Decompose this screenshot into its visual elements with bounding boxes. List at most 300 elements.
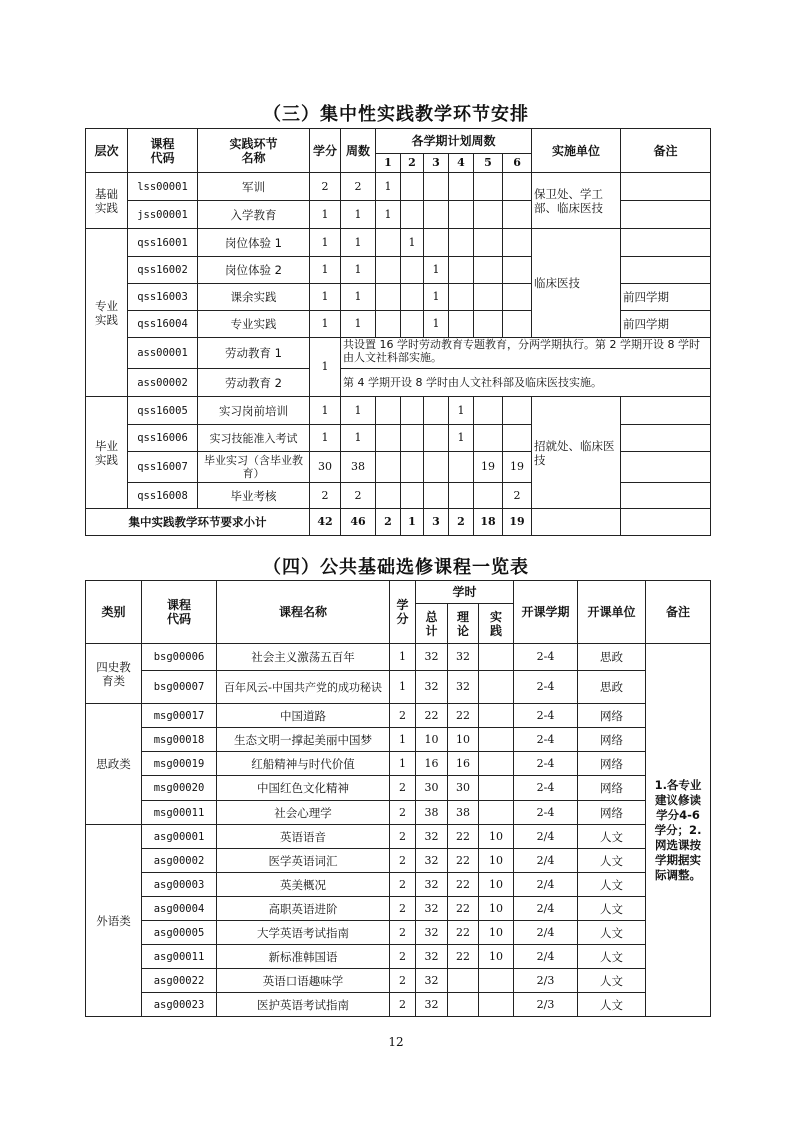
section-title-practice: （三）集中性实践教学环节安排 [263, 104, 529, 125]
header-category: 类别 [86, 581, 142, 644]
cell-total: 32 [416, 849, 448, 873]
cell-s5 [474, 483, 503, 509]
total-s4: 2 [449, 509, 474, 536]
cell-s5 [474, 397, 503, 425]
cell-credit: 2 [310, 483, 341, 509]
cell-credit: 2 [390, 897, 416, 921]
cell-credit: 2 [390, 704, 416, 728]
header-credit-text: 学分 [396, 598, 409, 626]
cell-credit: 2 [390, 921, 416, 945]
cell-credit: 1 [390, 671, 416, 704]
table-row [86, 801, 711, 825]
cell-semester: 2/4 [514, 849, 578, 873]
header-hours: 学时 [416, 581, 514, 604]
cell-unit: 人文 [578, 945, 646, 969]
cell-credit: 2 [390, 849, 416, 873]
cell-practice [479, 752, 514, 776]
cell-s5: 19 [474, 452, 503, 483]
total-weeks: 46 [341, 509, 376, 536]
total-label: 集中实践教学环节要求小计 [86, 509, 310, 536]
cell-s3: 1 [424, 257, 449, 284]
cell-s2 [401, 311, 424, 338]
table-row [86, 397, 711, 425]
cell-code: qss16007 [128, 452, 198, 483]
cell-weeks: 38 [341, 452, 376, 483]
category-history-text: 四史教育类 [96, 659, 131, 688]
table-row [86, 173, 711, 201]
header-note: 备注 [646, 581, 711, 644]
cell-code: ass00001 [128, 338, 198, 369]
category-language [86, 825, 142, 1017]
header-level: 层次 [86, 129, 128, 173]
cell-s6 [503, 229, 532, 257]
header-code [142, 581, 217, 644]
cell-practice: 10 [479, 873, 514, 897]
cell-code: qss16005 [128, 397, 198, 425]
cell-description: 共设置 16 学时劳动教育专题教育，分两学期执行。第 2 学期开设 8 学时由人文社科部实施。 [341, 338, 711, 369]
cell-semester: 2/3 [514, 969, 578, 993]
cell-code: bsg00007 [142, 671, 217, 704]
cell-credit: 2 [390, 993, 416, 1017]
cell-name: 入学教育 [198, 201, 310, 229]
cell-s2 [401, 284, 424, 311]
cell-weeks: 1 [341, 229, 376, 257]
cell-credit: 2 [390, 969, 416, 993]
header-unit: 开课单位 [578, 581, 646, 644]
cell-s5 [474, 284, 503, 311]
cell-theory: 22 [448, 897, 479, 921]
table-row [86, 969, 711, 993]
cell-credit: 2 [390, 801, 416, 825]
cell-unit: 人文 [578, 969, 646, 993]
table-row [86, 825, 711, 849]
table-row [86, 644, 711, 671]
header-name: 课程名称 [217, 581, 390, 644]
cell-semester: 2/4 [514, 897, 578, 921]
cell-note [621, 452, 711, 483]
cell-name: 医护英语考试指南 [217, 993, 390, 1017]
cell-unit: 思政 [578, 644, 646, 671]
cell-name: 英语口语趣味学 [217, 969, 390, 993]
cell-theory: 38 [448, 801, 479, 825]
cell-s1 [376, 483, 401, 509]
unit-graduation: 招就处、临床医技 [532, 397, 621, 509]
cell-code: jss00001 [128, 201, 198, 229]
total-s6: 19 [503, 509, 532, 536]
cell-semester: 2/3 [514, 993, 578, 1017]
unit-basic: 保卫处、学工部、临床医技 [532, 173, 621, 229]
cell-semester: 2/4 [514, 921, 578, 945]
total-row [86, 509, 711, 536]
cell-theory: 30 [448, 776, 479, 801]
cell-name: 生态文明一撑起美丽中国梦 [217, 728, 390, 752]
cell-s1 [376, 311, 401, 338]
section-title-electives: （四）公共基础选修课程一览表 [263, 557, 529, 578]
cell-code: qss16006 [128, 425, 198, 452]
cell-total: 32 [416, 644, 448, 671]
cell-s2 [401, 452, 424, 483]
category-language-text: 外语类 [96, 913, 131, 928]
cell-theory: 22 [448, 921, 479, 945]
cell-s2 [401, 397, 424, 425]
header-semester: 开课学期 [514, 581, 578, 644]
cell-practice [479, 776, 514, 801]
cell-unit: 网络 [578, 704, 646, 728]
cell-s2: 1 [401, 229, 424, 257]
cell-note [621, 257, 711, 284]
header-theory-text: 理论 [456, 609, 469, 638]
cell-theory: 32 [448, 644, 479, 671]
header-practice-text: 实践 [489, 609, 502, 638]
cell-code: qss16002 [128, 257, 198, 284]
cell-name: 岗位体验 1 [198, 229, 310, 257]
header-credit [390, 581, 416, 644]
cell-unit: 网络 [578, 752, 646, 776]
table-header-row [86, 581, 711, 604]
cell-code: asg00005 [142, 921, 217, 945]
category-history [86, 644, 142, 704]
cell-s4 [449, 483, 474, 509]
total-unit-empty [532, 509, 621, 536]
cell-s3: 1 [424, 311, 449, 338]
cell-credit: 1 [310, 201, 341, 229]
cell-theory: 10 [448, 728, 479, 752]
cell-credit: 2 [390, 873, 416, 897]
cell-name: 劳动教育 2 [198, 369, 310, 397]
cell-credit: 1 [390, 752, 416, 776]
cell-semester: 2-4 [514, 776, 578, 801]
cell-practice [479, 671, 514, 704]
cell-name: 新标准韩国语 [217, 945, 390, 969]
cell-name: 百年风云-中国共产党的成功秘诀 [217, 671, 390, 704]
cell-note [621, 397, 711, 425]
cell-total: 38 [416, 801, 448, 825]
cell-name: 高职英语进阶 [217, 897, 390, 921]
cell-unit: 网络 [578, 801, 646, 825]
cell-total: 32 [416, 921, 448, 945]
cell-name: 大学英语考试指南 [217, 921, 390, 945]
cell-weeks: 1 [341, 257, 376, 284]
cell-weeks: 1 [341, 284, 376, 311]
cell-s3 [424, 397, 449, 425]
cell-practice [479, 969, 514, 993]
cell-code: asg00003 [142, 873, 217, 897]
cell-s1 [376, 452, 401, 483]
cell-s1 [376, 284, 401, 311]
cell-s6: 19 [503, 452, 532, 483]
table-row [86, 704, 711, 728]
cell-code: msg00018 [142, 728, 217, 752]
cell-name: 专业实践 [198, 311, 310, 338]
cell-theory [448, 993, 479, 1017]
cell-practice: 10 [479, 921, 514, 945]
cell-s3 [424, 229, 449, 257]
cell-code: msg00019 [142, 752, 217, 776]
cell-total: 22 [416, 704, 448, 728]
table-row [86, 728, 711, 752]
total-s2: 1 [401, 509, 424, 536]
cell-code: qss16008 [128, 483, 198, 509]
cell-note [621, 425, 711, 452]
header-theory [448, 604, 479, 644]
cell-weeks: 1 [341, 311, 376, 338]
cell-s4 [449, 257, 474, 284]
cell-credit: 1 [310, 229, 341, 257]
header-semester-5: 5 [474, 154, 503, 173]
group-major [86, 229, 128, 397]
cell-note [621, 229, 711, 257]
cell-name: 红船精神与时代价值 [217, 752, 390, 776]
header-practice [479, 604, 514, 644]
cell-name: 医学英语词汇 [217, 849, 390, 873]
header-note: 备注 [621, 129, 711, 173]
cell-unit: 人文 [578, 921, 646, 945]
group-graduation-text: 毕业实践 [95, 438, 118, 467]
cell-s5 [474, 173, 503, 201]
cell-s4 [449, 311, 474, 338]
cell-s5 [474, 201, 503, 229]
cell-s1: 1 [376, 201, 401, 229]
table-row [86, 897, 711, 921]
cell-s6 [503, 201, 532, 229]
cell-s4: 1 [449, 425, 474, 452]
cell-credit: 1 [310, 284, 341, 311]
cell-note [621, 483, 711, 509]
cell-total: 10 [416, 728, 448, 752]
cell-s3 [424, 201, 449, 229]
cell-credit: 1 [310, 257, 341, 284]
table-row [86, 873, 711, 897]
cell-theory: 16 [448, 752, 479, 776]
cell-unit: 网络 [578, 776, 646, 801]
cell-s6 [503, 311, 532, 338]
table-row [86, 921, 711, 945]
cell-note [621, 173, 711, 201]
cell-theory: 22 [448, 849, 479, 873]
cell-total: 32 [416, 969, 448, 993]
cell-s3 [424, 173, 449, 201]
cell-code: msg00020 [142, 776, 217, 801]
cell-s1 [376, 425, 401, 452]
cell-weeks: 1 [341, 397, 376, 425]
cell-theory: 22 [448, 873, 479, 897]
group-major-text: 专业实践 [95, 298, 118, 327]
cell-credit: 1 [310, 397, 341, 425]
cell-practice: 10 [479, 825, 514, 849]
cell-s6: 2 [503, 483, 532, 509]
cell-note: 前四学期 [621, 311, 711, 338]
header-semester-4: 4 [449, 154, 474, 173]
table-row [86, 671, 711, 704]
practice-schedule-table [85, 128, 711, 536]
cell-code: asg00023 [142, 993, 217, 1017]
cell-code: msg00011 [142, 801, 217, 825]
cell-practice [479, 644, 514, 671]
cell-s4: 1 [449, 397, 474, 425]
cell-name: 劳动教育 1 [198, 338, 310, 369]
cell-name: 英语语音 [217, 825, 390, 849]
cell-unit: 人文 [578, 849, 646, 873]
cell-s6 [503, 284, 532, 311]
cell-practice [479, 704, 514, 728]
group-basic [86, 173, 128, 229]
cell-s1: 1 [376, 173, 401, 201]
cell-s4 [449, 173, 474, 201]
cell-s3 [424, 483, 449, 509]
header-name-text: 实践环节名称 [229, 136, 278, 165]
cell-s3 [424, 425, 449, 452]
cell-credit: 2 [310, 173, 341, 201]
cell-code: qss16001 [128, 229, 198, 257]
header-semester-1: 1 [376, 154, 401, 173]
cell-s2 [401, 483, 424, 509]
category-politics-text: 思政类 [96, 757, 131, 771]
total-credit: 42 [310, 509, 341, 536]
cell-s5 [474, 425, 503, 452]
cell-name: 实习技能准入考试 [198, 425, 310, 452]
header-unit: 实施单位 [532, 129, 621, 173]
unit-major: 临床医技 [532, 229, 621, 338]
header-total [416, 604, 448, 644]
cell-name: 军训 [198, 173, 310, 201]
cell-code: qss16003 [128, 284, 198, 311]
page-number: 12 [388, 1035, 404, 1049]
cell-name: 英美概况 [217, 873, 390, 897]
cell-s4 [449, 452, 474, 483]
table-row [86, 945, 711, 969]
cell-semester: 2-4 [514, 801, 578, 825]
table-row [86, 993, 711, 1017]
cell-s4 [449, 284, 474, 311]
cell-theory: 32 [448, 671, 479, 704]
cell-credit: 2 [390, 776, 416, 801]
table-row [86, 229, 711, 257]
cell-practice [479, 728, 514, 752]
cell-practice: 10 [479, 897, 514, 921]
header-name [198, 129, 310, 173]
table-row [86, 752, 711, 776]
cell-semester: 2-4 [514, 671, 578, 704]
cell-total: 32 [416, 993, 448, 1017]
cell-theory: 22 [448, 825, 479, 849]
cell-code: ass00002 [128, 369, 198, 397]
cell-total: 16 [416, 752, 448, 776]
cell-s4 [449, 201, 474, 229]
cell-s4 [449, 229, 474, 257]
header-total-text: 总计 [425, 609, 438, 638]
cell-code: asg00011 [142, 945, 217, 969]
cell-s5 [474, 311, 503, 338]
header-code-text: 课程代码 [150, 136, 175, 165]
cell-semester: 2/4 [514, 945, 578, 969]
cell-s1 [376, 257, 401, 284]
total-s3: 3 [424, 509, 449, 536]
cell-unit: 人文 [578, 897, 646, 921]
cell-s5 [474, 229, 503, 257]
cell-semester: 2-4 [514, 728, 578, 752]
header-semester-2: 2 [401, 154, 424, 173]
cell-s1 [376, 397, 401, 425]
cell-credit: 2 [390, 945, 416, 969]
cell-theory: 22 [448, 704, 479, 728]
elective-courses-table [85, 580, 711, 1017]
cell-name: 毕业实习（含毕业教育） [198, 452, 310, 483]
cell-credit: 1 [310, 311, 341, 338]
cell-semester: 2-4 [514, 644, 578, 671]
cell-code: asg00002 [142, 849, 217, 873]
header-code-text: 课程代码 [166, 598, 191, 626]
cell-weeks: 1 [341, 425, 376, 452]
cell-credit: 1 [390, 728, 416, 752]
cell-name: 中国红色文化精神 [217, 776, 390, 801]
header-semester-3: 3 [424, 154, 449, 173]
table-header-row [86, 129, 711, 154]
header-credit: 学分 [310, 129, 341, 173]
cell-s6 [503, 397, 532, 425]
cell-code: msg00017 [142, 704, 217, 728]
header-code [128, 129, 198, 173]
cell-weeks: 1 [341, 201, 376, 229]
cell-weeks: 2 [341, 173, 376, 201]
cell-total: 32 [416, 825, 448, 849]
header-semester-6: 6 [503, 154, 532, 173]
cell-weeks: 2 [341, 483, 376, 509]
cell-s6 [503, 173, 532, 201]
group-basic-text: 基础实践 [95, 186, 118, 215]
cell-name: 毕业考核 [198, 483, 310, 509]
cell-s2 [401, 257, 424, 284]
cell-name: 中国道路 [217, 704, 390, 728]
cell-code: qss16004 [128, 311, 198, 338]
header-semester-group: 各学期计划周数 [376, 129, 532, 154]
cell-note: 前四学期 [621, 284, 711, 311]
cell-name: 岗位体验 2 [198, 257, 310, 284]
cell-total: 30 [416, 776, 448, 801]
table-row [86, 849, 711, 873]
cell-description: 第 4 学期开设 8 学时由人文社科部及临床医技实施。 [341, 369, 711, 397]
cell-practice [479, 993, 514, 1017]
cell-name: 实习岗前培训 [198, 397, 310, 425]
cell-s6 [503, 257, 532, 284]
cell-unit: 人文 [578, 873, 646, 897]
cell-code: asg00001 [142, 825, 217, 849]
cell-unit: 网络 [578, 728, 646, 752]
cell-note [621, 201, 711, 229]
cell-unit: 人文 [578, 825, 646, 849]
cell-practice: 10 [479, 849, 514, 873]
table-row [86, 338, 711, 369]
note-cell [646, 644, 711, 1017]
total-note-empty [621, 509, 711, 536]
cell-s2 [401, 425, 424, 452]
cell-credit: 1 [310, 425, 341, 452]
cell-s2 [401, 201, 424, 229]
cell-total: 32 [416, 671, 448, 704]
group-graduation [86, 397, 128, 509]
cell-total: 32 [416, 897, 448, 921]
total-s1: 2 [376, 509, 401, 536]
cell-name: 社会主义激荡五百年 [217, 644, 390, 671]
cell-semester: 2-4 [514, 704, 578, 728]
cell-total: 32 [416, 945, 448, 969]
cell-s3: 1 [424, 284, 449, 311]
total-s5: 18 [474, 509, 503, 536]
cell-semester: 2/4 [514, 873, 578, 897]
cell-code: lss00001 [128, 173, 198, 201]
category-politics [86, 704, 142, 825]
table-row [86, 776, 711, 801]
cell-name: 课余实践 [198, 284, 310, 311]
